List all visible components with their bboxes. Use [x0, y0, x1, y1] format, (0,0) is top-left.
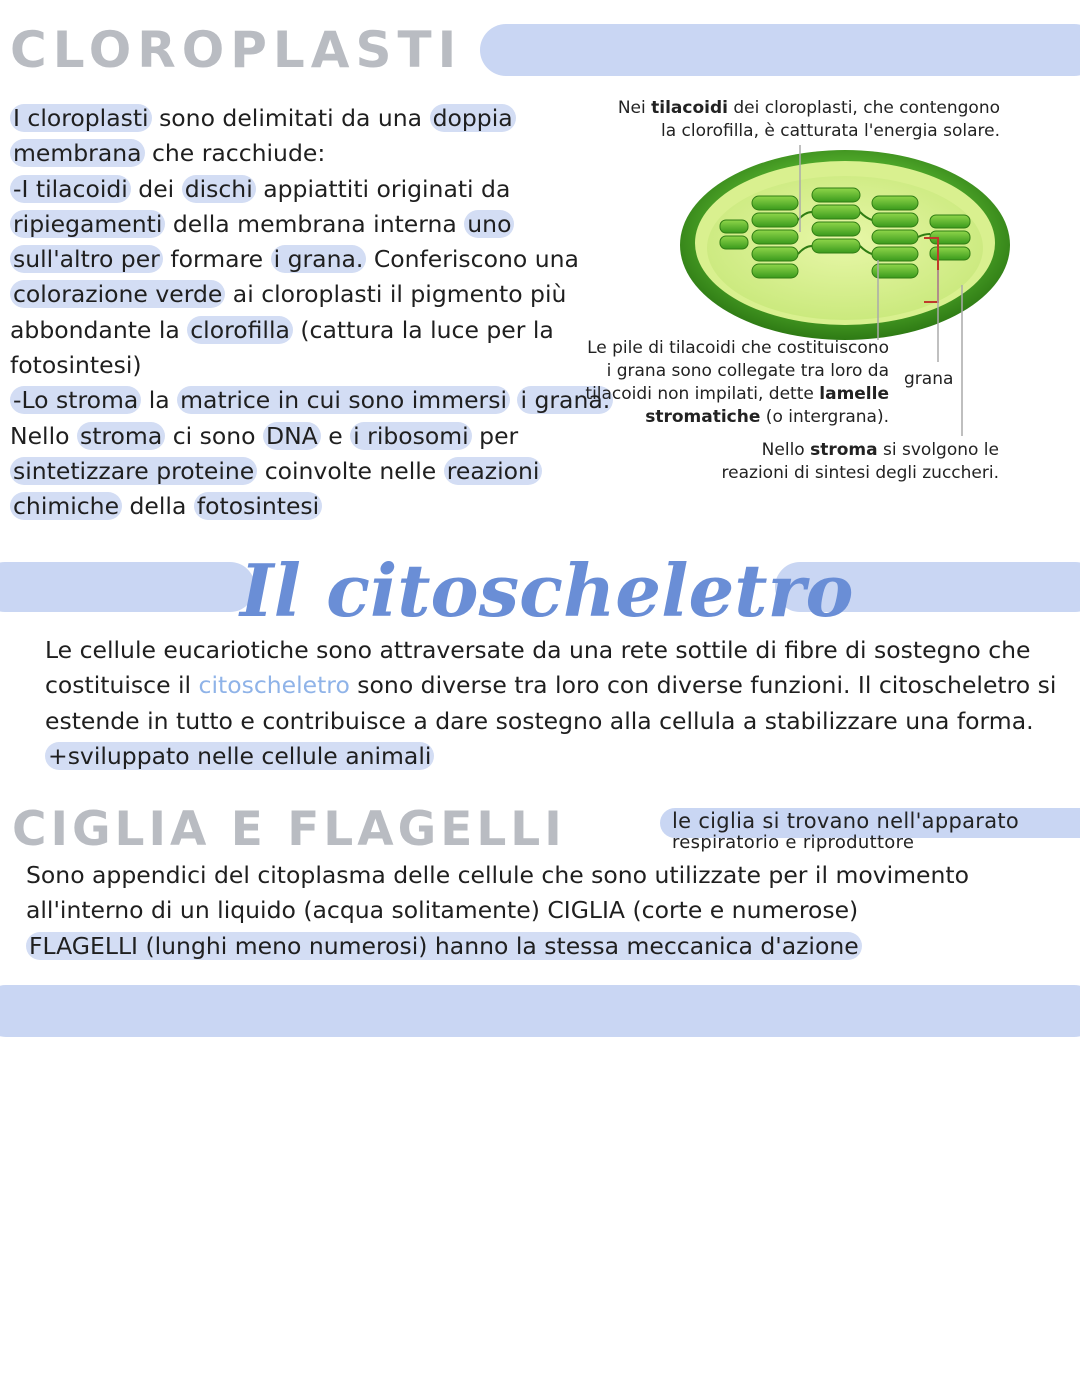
text-run: della: [122, 492, 194, 521]
citoscheletro-line-1: Le cellule eucariotiche sono attraversate da una rete sottile di fibre di sostegno che: [45, 636, 1031, 664]
highlighted-text: -I tilacoidi: [10, 175, 131, 203]
highlighted-text: sintetizzare proteine: [10, 457, 257, 485]
highlighted-text: i grana.: [517, 386, 613, 414]
citoscheletro-line-4: +sviluppato nelle cellule animali: [45, 742, 434, 770]
highlighted-text: i grana.: [271, 245, 367, 273]
ciglia-line-1: Sono appendici del citoplasma delle cellule che sono utilizzate per il movimento: [26, 861, 969, 889]
text-run: per: [471, 421, 519, 450]
highlighted-text: chimiche: [10, 492, 122, 520]
text-run: abbondante la: [10, 315, 188, 344]
ciglia-line-2: all'interno di un liquido (acqua solitamente) CIGLIA (corte e numerose): [26, 896, 859, 925]
text-run: fotosintesi): [10, 351, 142, 380]
text-run: ci sono: [165, 421, 263, 450]
text-run: coinvolte nelle: [257, 456, 444, 485]
title-band-citoscheletro-left: [0, 562, 255, 612]
highlighted-text: uno: [464, 210, 514, 238]
handwritten-note: le ciglia si trovano nell'apparato respiratorio e riproduttore: [672, 809, 1020, 853]
text-run: sono delimitati da una: [151, 104, 430, 132]
highlighted-text: DNA: [263, 422, 321, 450]
highlighted-text: dischi: [182, 175, 256, 203]
text-run: e: [320, 421, 351, 450]
text-run: formare: [162, 245, 271, 274]
footer-band: [0, 985, 1080, 1037]
highlighted-text: clorofilla: [187, 316, 293, 344]
highlighted-text: colorazione verde: [10, 280, 225, 308]
label-grana: grana: [904, 369, 954, 389]
highlighted-text: membrana: [10, 139, 145, 167]
caption-tilacoidi: Nei tilacoidi dei cloroplasti, che contengono la clorofilla, è catturata l'energia solare.: [617, 98, 1000, 141]
caption-lamelle: Le pile di tilacoidi che costituiscono i grana sono collegate tra loro da tilacoidi non impilati, dette lamelle stromatiche (o intergrana).: [585, 338, 889, 427]
highlighted-text: i ribosomi: [350, 422, 472, 450]
highlighted-text: I cloroplasti: [10, 104, 152, 132]
highlighted-text: -Lo stroma: [10, 386, 141, 414]
citoscheletro-line-3: estende in tutto e contribuisce a dare sostegno alla cellula a stabilizzare una forma.: [45, 706, 1034, 735]
text-run: Nello: [10, 421, 77, 450]
citoscheletro-paragraph: Le cellule eucariotiche sono attraversate da una rete sottile di fibre di sostegno che costituisce il citoscheletro sono diverse tra loro con diverse funzioni. Il citoscheletro si estende in tutto e contribuisce a dare sostegno alla cellula a stabilizzare una forma. +sviluppato nelle cellule animali: [45, 636, 1057, 770]
highlighted-text: stroma: [77, 422, 165, 450]
text-run: che racchiude:: [144, 139, 326, 168]
text-run: dei: [130, 174, 182, 203]
highlighted-text: matrice in cui sono immersi: [177, 386, 510, 414]
text-run: (cattura la luce per la: [292, 315, 554, 344]
text-run: ai cloroplasti il pigmento più: [225, 280, 567, 309]
citoscheletro-term: citoscheletro: [198, 671, 350, 700]
text-run: Conferiscono una: [366, 245, 579, 274]
ciglia-paragraph: [26, 858, 1066, 964]
highlighted-text: ripiegamenti: [10, 210, 165, 238]
text-run: appiattiti originati da: [255, 174, 511, 203]
text-run: della membrana interna: [165, 209, 465, 238]
section-title-cloroplasti: CLOROPLASTI: [10, 21, 463, 79]
ciglia-line-3: FLAGELLI (lunghi meno numerosi) hanno la stessa meccanica d'azione: [26, 932, 862, 960]
highlighted-text: fotosintesi: [194, 492, 322, 520]
caption-stroma: Nello stroma si svolgono le reazioni di sintesi degli zuccheri.: [721, 440, 999, 483]
highlighted-text: reazioni: [444, 457, 543, 485]
chloroplast-body: [680, 150, 1010, 340]
highlighted-text: doppia: [430, 104, 516, 132]
highlighted-text: sull'altro per: [10, 245, 163, 273]
text-run: la: [141, 386, 178, 415]
section-title-citoscheletro: Il citoscheletro: [240, 548, 854, 633]
section-title-ciglia: CIGLIA E FLAGELLI: [12, 802, 566, 857]
